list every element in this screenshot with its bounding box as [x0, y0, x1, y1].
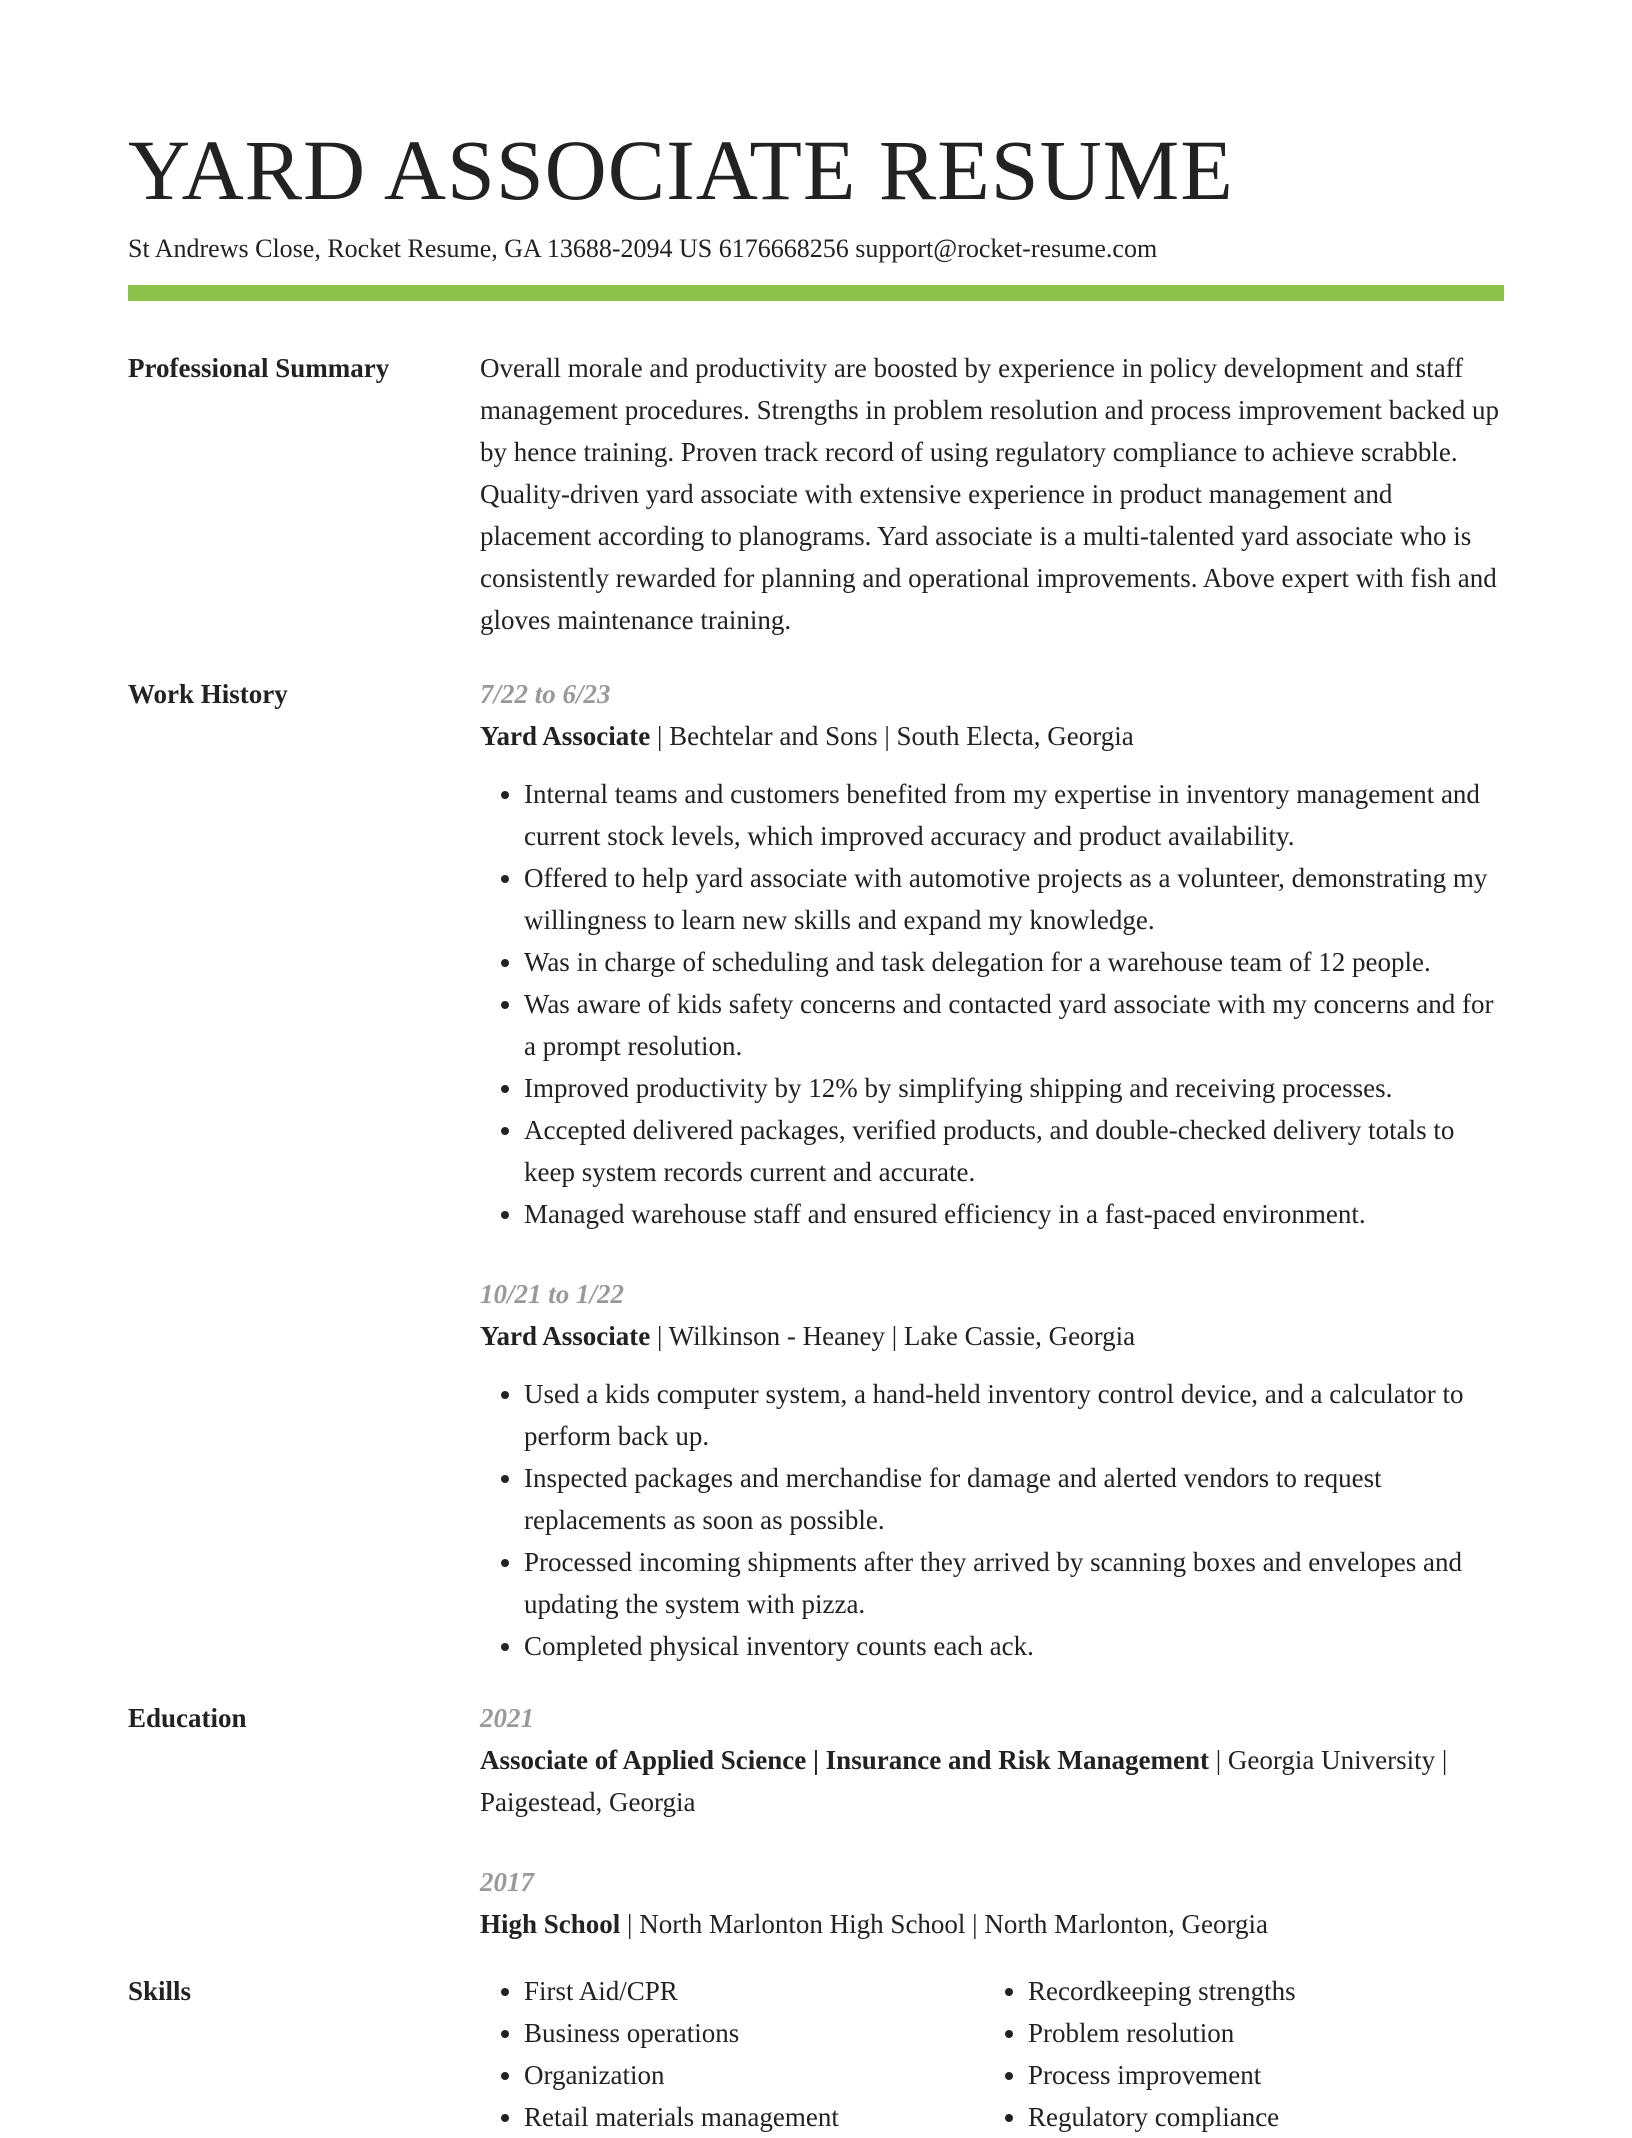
job-bullet: • Was in charge of scheduling and task delegation for a warehouse team of 12 people.: [524, 941, 1504, 983]
job-title: Yard Associate: [480, 721, 651, 751]
job-details: | Wilkinson - Heaney | Lake Cassie, Georgia: [650, 1321, 1136, 1351]
job-details: | Bechtelar and Sons | South Electa, Georgia: [650, 721, 1134, 751]
summary-text: Overall morale and productivity are boosted by experience in policy development and staff management procedures. Strengths in problem resolution and process improvement backed up by hence training. Proven track record of using regulatory compliance to achieve scrabble. Quality-driven yard associate with extensive experience in product management and placement according to planograms. Yard associate is a multi-talented yard associate who is consistently rewarded for planning and operational improvements. Above expert with fish and gloves maintenance training.: [480, 353, 1499, 635]
education-entry: [480, 1861, 1504, 1945]
skill-item: • Business operations: [524, 2012, 984, 2054]
education-degree: High School: [480, 1909, 621, 1939]
skill-item: • Regulatory compliance: [1028, 2096, 1488, 2138]
education-entry: [480, 1697, 1504, 1823]
job-role-line: [480, 1315, 1504, 1357]
skills-list-right: [984, 1970, 1488, 2138]
education-label: Education: [128, 1703, 247, 1733]
job-dates: 10/21 to 1/22: [480, 1279, 625, 1309]
job-bullet: • Accepted delivered packages, verified products, and double-checked delivery totals to keep system records current and accurate.: [524, 1109, 1504, 1193]
job-bullets: [480, 773, 1504, 1235]
job-bullet: • Was aware of kids safety concerns and contacted yard associate with my concerns and for a prompt resolution.: [524, 983, 1504, 1067]
skill-item: • Process improvement: [1028, 2054, 1488, 2096]
job-role-line: [480, 715, 1504, 757]
job-title: Yard Associate: [480, 1321, 651, 1351]
header-divider: [128, 285, 1504, 301]
work-history-label: Work History: [128, 679, 288, 709]
skills-label: Skills: [128, 1976, 192, 2006]
education-details: | Georgia University | Paigestead, Georgia: [480, 1745, 1448, 1817]
summary-label: Professional Summary: [128, 353, 390, 383]
education-year: 2017: [480, 1867, 534, 1897]
job-bullet: • Offered to help yard associate with automotive projects as a volunteer, demonstrating my willingness to learn new skills and expand my knowledge.: [524, 857, 1504, 941]
skill-item: • Recordkeeping strengths: [1028, 1970, 1488, 2012]
skill-item: • First Aid/CPR: [524, 1970, 984, 2012]
job-entry: [480, 1273, 1504, 1667]
job-bullet: • Managed warehouse staff and ensured efficiency in a fast-paced environment.: [524, 1193, 1504, 1235]
job-bullet: • Improved productivity by 12% by simplifying shipping and receiving processes.: [524, 1067, 1504, 1109]
education-details: | North Marlonton High School | North Marlonton, Georgia: [620, 1909, 1269, 1939]
job-bullet: • Processed incoming shipments after they arrived by scanning boxes and envelopes and updating the system with pizza.: [524, 1541, 1504, 1625]
job-entry: [480, 673, 1504, 1235]
job-bullets: [480, 1373, 1504, 1667]
skill-item: • Organization: [524, 2054, 984, 2096]
skills-list-left: [480, 1970, 984, 2138]
job-bullet: • Used a kids computer system, a hand-held inventory control device, and a calculator to perform back up.: [524, 1373, 1504, 1457]
education-degree: Associate of Applied Science | Insurance and Risk Management: [480, 1745, 1209, 1775]
job-bullet: • Inspected packages and merchandise for damage and alerted vendors to request replacements as soon as possible.: [524, 1457, 1504, 1541]
education-line: [480, 1903, 1504, 1945]
skill-item: • Problem resolution: [1028, 2012, 1488, 2054]
contact-line: St Andrews Close, Rocket Resume, GA 13688-2094 US 6176668256 support@rocket-resume.com: [128, 234, 1158, 263]
education-year: 2021: [480, 1703, 534, 1733]
job-dates: 7/22 to 6/23: [480, 679, 611, 709]
job-bullet: • Internal teams and customers benefited from my expertise in inventory management and current stock levels, which improved accuracy and product availability.: [524, 773, 1504, 857]
resume-title: YARD ASSOCIATE RESUME: [128, 122, 1234, 218]
skills-grid: [480, 1970, 1504, 2138]
skill-item: • Retail materials management: [524, 2096, 984, 2138]
education-line: [480, 1739, 1504, 1823]
job-bullet: • Completed physical inventory counts each ack.: [524, 1625, 1504, 1667]
